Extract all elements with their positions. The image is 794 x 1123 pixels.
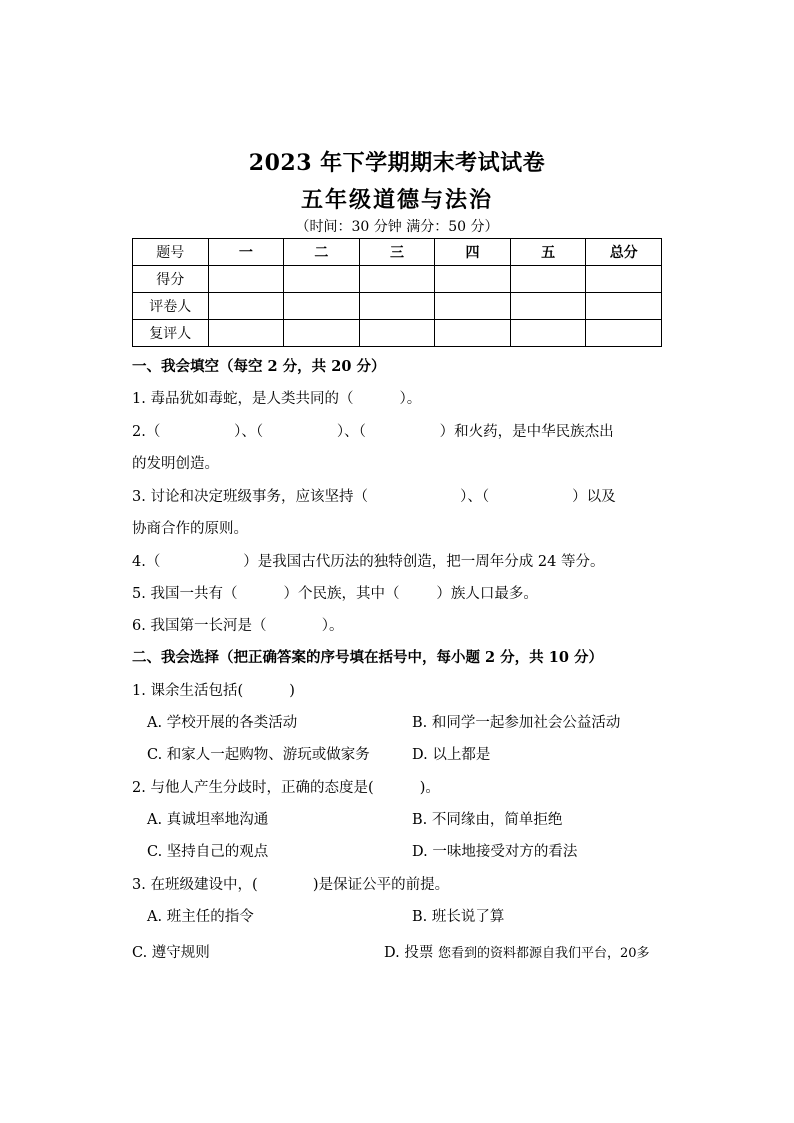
score-cell: [284, 266, 360, 293]
score-cell: [510, 293, 586, 320]
score-cell: [435, 320, 511, 347]
option-2-2-d: D. 一味地接受对方的看法: [412, 844, 578, 860]
exam-title: 2023 年下学期期末考试试卷: [248, 150, 546, 176]
question-2-2: 2. 与他人产生分歧时，正确的态度是( )。: [132, 780, 440, 796]
option-2-2-b: B. 不同缘由，简单拒绝: [412, 812, 563, 828]
question-1-4: 4.（ ）是我国古代历法的独特创造，把一周年分成 24 等分。: [132, 554, 605, 570]
option-2-1-d: D. 以上都是: [412, 747, 491, 763]
score-cell: [586, 293, 662, 320]
header-cell: 一: [208, 239, 284, 266]
question-1-2-line-1: 2.（ ）、（ ）、（ ）和火药，是中华民族杰出: [132, 424, 614, 440]
row-label: 复评人: [133, 320, 209, 347]
question-1-1: 1. 毒品犹如毒蛇，是人类共同的（ ）。: [132, 391, 422, 407]
score-cell: [208, 320, 284, 347]
row-label: 评卷人: [133, 293, 209, 320]
score-cell: [510, 266, 586, 293]
question-1-6: 6. 我国第一长河是（ ）。: [132, 618, 344, 634]
header-cell: 五: [510, 239, 586, 266]
header-cell: 总分: [586, 239, 662, 266]
watermark-text: 您看到的资料都源自我们平台，20多: [437, 946, 650, 961]
score-cell: [510, 320, 586, 347]
header-cell: 二: [284, 239, 360, 266]
question-1-5: 5. 我国一共有（ ）个民族，其中（ ）族人口最多。: [132, 586, 538, 602]
time-info: （时间：30 分钟 满分：50 分）: [295, 219, 499, 235]
score-cell: [359, 266, 435, 293]
header-cell: 题号: [133, 239, 209, 266]
option-2-3-a: A. 班主任的指令: [147, 909, 254, 925]
table-row: [133, 320, 662, 347]
question-2-3: 3. 在班级建设中，( )是保证公平的前提。: [132, 877, 450, 893]
score-cell: [435, 266, 511, 293]
option-2-1-a: A. 学校开展的各类活动: [147, 715, 298, 731]
score-table-header-row: [133, 239, 662, 266]
score-cell: [435, 293, 511, 320]
score-cell: [586, 266, 662, 293]
option-2-1-b: B. 和同学一起参加社会公益活动: [412, 715, 621, 731]
section-2-heading: 二、我会选择（把正确答案的序号填在括号中，每小题 2 分，共 10 分）: [132, 649, 603, 666]
score-cell: [208, 293, 284, 320]
option-2-3-c: C. 遵守规则: [132, 945, 210, 961]
option-2-3-d-row: [384, 941, 649, 962]
row-label: 得分: [133, 266, 209, 293]
question-1-3-line-2: 协商合作的原则。: [132, 521, 248, 537]
question-1-2-line-2: 的发明创造。: [132, 456, 219, 472]
table-row: [133, 293, 662, 320]
option-2-2-a: A. 真诚坦率地沟通: [147, 812, 269, 828]
option-2-2-c: C. 坚持自己的观点: [147, 844, 269, 860]
score-cell: [359, 320, 435, 347]
header-cell: 四: [435, 239, 511, 266]
option-2-3-b: B. 班长说了算: [412, 909, 505, 925]
score-table: [132, 238, 662, 347]
option-2-3-d: D. 投票: [384, 945, 434, 961]
question-2-1: 1. 课余生活包括( ): [132, 683, 295, 699]
question-1-3-line-1: 3. 讨论和决定班级事务，应该坚持（ ）、（ ）以及: [132, 489, 616, 505]
table-row: [133, 266, 662, 293]
score-cell: [586, 320, 662, 347]
score-cell: [208, 266, 284, 293]
option-2-1-c: C. 和家人一起购物、游玩或做家务: [147, 747, 370, 763]
section-1-heading: 一、我会填空（每空 2 分，共 20 分）: [132, 358, 386, 375]
score-cell: [284, 320, 360, 347]
score-cell: [284, 293, 360, 320]
header-cell: 三: [359, 239, 435, 266]
score-cell: [359, 293, 435, 320]
exam-subtitle: 五年级道德与法治: [300, 187, 493, 213]
